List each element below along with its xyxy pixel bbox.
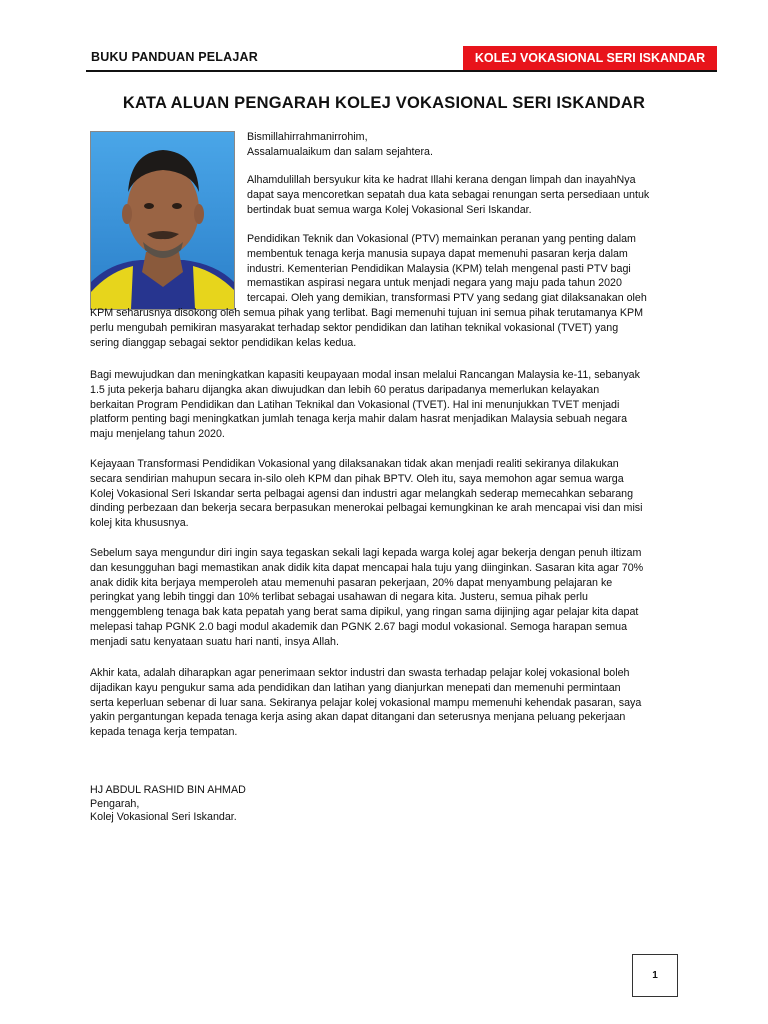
signature-block (90, 784, 246, 825)
greeting (247, 130, 678, 160)
text-line: tercapai. Oleh yang demikian, transformasi PTV yang sedang giat dilaksanakan oleh (247, 292, 647, 305)
director-portrait (90, 131, 235, 310)
signatory-name: HJ ABDUL RASHID BIN AHMAD (90, 784, 246, 796)
text-line: kepada tenaga kerja tempatan. (90, 726, 238, 739)
text-line: Pendidikan Teknik dan Vokasional (PTV) memainkan peranan yang penting dalam (247, 233, 636, 245)
text-line: serta keperluan sebenar di luar sana. Sekiranya pelajar kolej vokasional mampu memenuhi kehendak pasaran, saya (90, 696, 642, 709)
text-line: perlu mengubah pemikiran masyarakat terhadap sektor pendidikan dan latihan teknikal vokasional (TVET) yang (90, 321, 619, 334)
text-line: Kolej Vokasional Seri Iskandar serta pelbagai agensi dan industri agar melangkah sederap memecahkan sebarang (90, 487, 634, 500)
signatory-position: Pengarah, (90, 797, 140, 810)
paragraph-1 (247, 173, 678, 217)
text-line: dapat saya mencoretkan sepatah dua kata sebagai renungan serta persediaan untuk (247, 188, 650, 201)
paragraph-2-continued (90, 306, 678, 350)
college-name-banner: KOLEJ VOKASIONAL SERI ISKANDAR (463, 46, 717, 70)
text-line: menggembleng tenaga bak kata pepatah yang berat sama dipikul, yang ringan sama dijinjing agar pelajar kita dapat (90, 606, 639, 619)
paragraph-6 (90, 666, 678, 740)
text-line: yakin pergantungan kepada tenaga kerja asing akan dapat ditangani dan seterusnya menjana peluang pekerjaan (90, 711, 626, 724)
text-line: Bismillahirrahmanirrohim, (247, 131, 368, 143)
text-line: berkaitan Program Pendidikan dan Latihan Teknikal dan Vokasional (TVET). Hal ini menunjukkan TVET menjadi (90, 398, 620, 411)
paragraph-3 (90, 368, 678, 442)
text-line: peringkat yang lebih tinggi dan 10% terlibat sebagai usahawan di negara kita. Justeru, semua pihak perlu (90, 591, 588, 604)
text-line: 1.5 juta pekerja baharu dijangka akan diwujudkan dan lebih 60 peratus daripadanya memerlukan kelayakan (90, 383, 600, 396)
text-line: dinding perbezaan dan bekerja secara berpasukan menerokai pelbagai kemungkinan ke arah mencapai visi dan misi (90, 502, 643, 515)
text-line: bertindak buat semua warga Kolej Vokasional Seri Iskandar. (247, 203, 532, 216)
text-line: dan kesungguhan bagi memastikan anak didik kita dapat mencapai hala tuju yang diinginkan. Sasaran kita agar 70% (90, 561, 644, 574)
portrait-image (91, 132, 234, 309)
text-line: Sebelum saya mengundur diri ingin saya tegaskan sekali lagi kepada warga kolej agar bekerja dengan penuh iltizam (90, 547, 642, 559)
text-line: anak didik kita berjaya memperoleh atau memenuhi pasaran pekerjaan, 20% dapat menyambung pelajaran ke (90, 576, 613, 589)
paragraph-2 (247, 232, 678, 306)
text-line: Bagi mewujudkan dan meningkatkan kapasiti keupayaan modal insan melalui Rancangan Malaysia ke-11, sebanyak (90, 369, 640, 381)
text-line: Akhir kata, adalah diharapkan agar penerimaan sektor industri dan swasta terhadap pelajar kolej vokasional boleh (90, 667, 630, 679)
text-line: dijadikan kayu pengukur sama ada pendidikan dan latihan yang dianjurkan menepati dan memenuhi permintaan (90, 681, 621, 694)
text-line: KPM seharusnya disokong oleh semua pihak yang terlibat. Bagi memenuhi tujuan ini semua pihak terutamanya KPM (90, 307, 644, 319)
text-line: menjadi satu kenyataan suatu hari nanti, insya Allah. (90, 635, 339, 648)
handbook-title: BUKU PANDUAN PELAJAR (91, 50, 258, 64)
paragraph-5 (90, 546, 678, 650)
header-divider (86, 70, 717, 72)
paragraph-4 (90, 457, 678, 531)
signatory-institution: Kolej Vokasional Seri Iskandar. (90, 811, 237, 824)
page-title: KATA ALUAN PENGARAH KOLEJ VOKASIONAL SERI ISKANDAR (122, 94, 646, 112)
text-line: melepasi tahap PGNK 2.0 bagi modul akademik dan PGNK 2.67 bagi modul vokasional. Semoga harapan semua (90, 620, 628, 633)
text-line: memastikan aspirasi negara untuk menjadi negara yang maju pada tahun 2020 (247, 277, 622, 290)
text-line: maju menjelang tahun 2020. (90, 428, 225, 441)
text-line: platform penting bagi meningkatkan jumlah tenaga kerja mahir dalam hasrat menjadikan Malaysia sebuah negara (90, 413, 628, 426)
text-line: sering dianggap sebagai sektor pendidikan kelas kedua. (90, 336, 357, 349)
text-line: secara sendirian mahupun secara in-silo oleh KPM dan pihak BPTV. Oleh itu, saya memohon agar semua warga (90, 472, 624, 485)
text-line: Alhamdulillah bersyukur kita ke hadrat Illahi kerana dengan limpah dan inayahNya (247, 174, 636, 186)
text-line: kolej kita khususnya. (90, 517, 189, 530)
text-line: Kejayaan Transformasi Pendidikan Vokasional yang dilaksanakan tidak akan menjadi realiti sekiranya dilakukan (90, 458, 619, 470)
text-line: membentuk tenaga kerja manusia supaya dapat memenuhi pasaran kerja dalam (247, 247, 628, 260)
page-number: 1 (632, 954, 678, 997)
text-line: Assalamualaikum dan salam sejahtera. (247, 145, 433, 158)
text-line: industri. Kementerian Pendidikan Malaysia (KPM) telah mengenal pasti PTV bagi (247, 262, 631, 275)
